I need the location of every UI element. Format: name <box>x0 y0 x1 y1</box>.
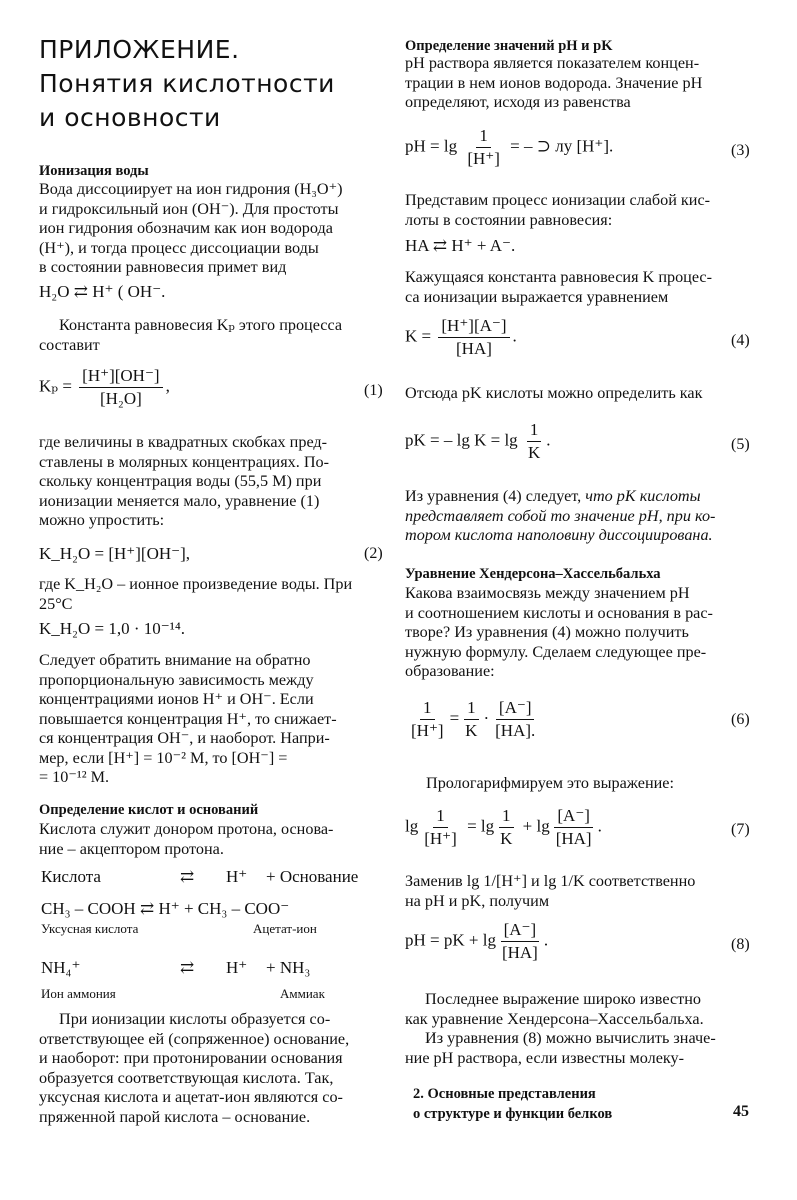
equation-4: K = $\frac{[H^+][A^-]}{[HA]}$ . <box>405 316 517 358</box>
equation-3-rhs: = – ⊃ лу [H⁺]. <box>510 136 614 156</box>
label-ammonia: Аммиак <box>280 986 325 1001</box>
equation-2: K_H₂O = [H⁺][OH⁻], <box>39 544 191 563</box>
scheme-arrow: ⇄ <box>180 867 195 886</box>
equation-1-fraction <box>79 366 162 409</box>
paragraph-apparent-constant <box>405 268 712 307</box>
scheme-arrow-2: ⇄ <box>180 958 195 977</box>
text-span: Из уравнения (4) следует, <box>405 487 582 505</box>
equation-5-denominator: K <box>527 443 541 462</box>
running-footer <box>413 1084 612 1124</box>
equation-3-numerator: 1 <box>476 126 491 148</box>
text-line: Последнее выражение широко известно <box>425 990 701 1008</box>
equation-7-denominator-1: [H⁺] <box>424 829 457 848</box>
scheme-proton-2: H⁺ <box>226 958 248 977</box>
equation-5: pK = – lg K = lg $\frac{1}{K}$ . <box>405 420 551 462</box>
equation-7-numerator-1: 1 <box>433 806 448 828</box>
text-line: Представим процесс ионизации слабой кис- <box>405 191 711 209</box>
text-line: 25°C <box>39 594 73 613</box>
text-line: Из уравнения (8) можно вычислить значе- <box>425 1029 716 1047</box>
scheme-base: + Основание <box>266 867 359 886</box>
paragraph-ionic-product <box>39 575 352 614</box>
label-acetate-ion: Ацетат-ион <box>253 921 317 936</box>
text-line: и гидроксильный ион (OH⁻). Для простоты <box>39 199 339 218</box>
scheme-proton: H⁺ <box>226 867 248 886</box>
equation-3-number: (3) <box>731 142 750 159</box>
text-line: на pH и pK, получим <box>405 891 550 910</box>
text-line: где величины в квадратных скобках пред- <box>39 433 328 451</box>
text-line: ние pH раствора, если известны молеку- <box>405 1048 685 1067</box>
label-ammonium-ion: Ион аммония <box>41 986 116 1001</box>
equation-6-denominator-1: [H⁺] <box>411 721 444 740</box>
equation-acetic-acid: CH₃ – COOH ⇄ H⁺ + CH₃ – COO⁻ <box>41 899 290 918</box>
text-line: скольку концентрация воды (55,5 M) при <box>39 472 322 490</box>
text-line: Константа равновесия Kₚ этого процесса <box>59 316 343 334</box>
paragraph-inverse <box>39 651 337 788</box>
text-line: где K_H₂O – ионное произведение воды. При <box>39 575 353 593</box>
equation-8: pH = pK + lg $\frac{[A^-]}{[HA]}$ . <box>405 920 549 962</box>
equation-7: lg $\frac{1}{[H^+]}$ = lg $\frac{1}{K}$ + lg $\frac{[A^-]}{[HA]}$ . <box>405 806 602 848</box>
heading-henderson-hasselbalch: Уравнение Хендерсона–Хассельбальха <box>405 566 661 582</box>
page-title <box>39 33 335 135</box>
paragraph-logarithm: Прологарифмируем это выражение: <box>426 774 674 792</box>
equation-6-numerator-1: 1 <box>420 698 435 720</box>
equation-7-numerator-2: 1 <box>499 806 514 828</box>
equation-kw-value: K_H₂O = 1,0 · 10⁻¹⁴. <box>39 619 186 638</box>
text-line: Какова взаимосвязь между значением pH <box>405 584 690 602</box>
equation-7-denominator-2: K <box>500 829 513 848</box>
text-line: лоты в состоянии равновесия: <box>405 210 613 229</box>
equation-3-lhs: pH = lg <box>405 136 458 156</box>
equation-5-numerator: 1 <box>527 420 542 442</box>
equation-7-fraction-2 <box>497 806 515 849</box>
text-line: ние – акцептором протона. <box>39 839 224 858</box>
equation-ha: HA ⇄ H⁺ + A⁻. <box>405 236 516 255</box>
equation-4-denominator: [HA] <box>456 339 492 358</box>
equation-6-numerator-2: 1 <box>464 698 479 720</box>
text-line <box>405 487 715 507</box>
text-line: можно упростить: <box>39 511 165 529</box>
text-line: ответствующее ей (сопряженное) основание, <box>39 1029 350 1048</box>
text-line: творе? Из уравнения (4) можно получить <box>405 623 689 641</box>
paragraph-equilibrium-constant <box>39 316 342 355</box>
text-line: определяют, исходя из равенства <box>405 93 631 111</box>
equation-6-denominator-3: [HA]. <box>495 721 536 740</box>
equation-8-numerator: [A⁻] <box>501 920 540 942</box>
equation-6-fraction-3 <box>492 698 538 741</box>
equation-1-number: (1) <box>364 382 383 399</box>
equation-8-number: (8) <box>731 936 750 953</box>
equation-1-denominator: [H₂O] <box>99 389 142 408</box>
text-line: Следует обратить внимание на обратно <box>39 651 311 669</box>
text-line: ионизации меняется мало, уравнение (1) <box>39 491 320 510</box>
equation-1-numerator: [H⁺][OH⁻] <box>79 366 162 388</box>
equation-water-dissociation: H₂O ⇄ H⁺ ( OH⁻. <box>39 282 166 301</box>
equation-4-fraction <box>438 316 509 359</box>
equation-8-fraction <box>499 920 541 963</box>
text-line: образование: <box>405 662 495 680</box>
equation-5-lhs: pK = – lg K = lg <box>405 430 518 450</box>
title-line-3: и основности <box>39 103 221 132</box>
text-line: мер, если [H⁺] = 10⁻² M, то [OH⁻] = <box>39 748 288 767</box>
equation-1: Kₚ = $\frac{[H^+][OH^-]}{\text{[H₂O]}}$ , <box>39 366 170 408</box>
equation-3-denominator: [H⁺] <box>467 149 500 168</box>
equation-6-denominator-2: K <box>465 721 478 740</box>
equation-4-numerator: [H⁺][A⁻] <box>438 316 509 338</box>
label-acetic-acid: Уксусная кислота <box>41 921 139 936</box>
scheme-ammonia: + NH₃ <box>266 958 311 977</box>
equation-5-fraction <box>525 420 543 463</box>
footer-line: о структуре и функции белков <box>413 1106 613 1122</box>
title-line-1: ПРИЛОЖЕНИЕ. <box>39 35 240 64</box>
text-line: Кажущаяся константа равновесия K процес- <box>405 268 712 286</box>
equation-7-fraction-3 <box>553 806 595 849</box>
text-line: Кислота служит донором протона, основа- <box>39 820 334 838</box>
text-line: нужную формулу. Сделаем следующее пре- <box>405 642 707 661</box>
scheme-acid: Кислота <box>41 867 101 886</box>
paragraph-acid-definition <box>39 820 333 859</box>
equation-2-number: (2) <box>364 545 383 562</box>
paragraph-relationship <box>405 584 713 682</box>
paragraph-molar <box>39 433 329 531</box>
text-line: ион гидрония обозначим как ион водорода <box>39 219 333 237</box>
text-line: Заменив lg 1/[H⁺] и lg 1/K соответственно <box>405 872 696 890</box>
paragraph-pk-meaning <box>405 487 715 546</box>
equation-6-fraction-2 <box>462 698 480 741</box>
equation-4-lhs: K = <box>405 326 432 346</box>
scheme-ammonium: NH₄⁺ <box>41 958 81 977</box>
equation-4-number: (4) <box>731 332 750 349</box>
equation-8-lhs: pH = pK + lg <box>405 930 496 950</box>
paragraph-pk: Отсюда pK кислоты можно определить как <box>405 384 703 402</box>
text-line: pH раствора является показателем концен- <box>405 54 700 72</box>
title-line-2: Понятия кислотности <box>39 69 335 98</box>
equation-6-number: (6) <box>731 711 750 728</box>
text-line: ся концентрация OH⁻, и наоборот. Напри- <box>39 729 330 747</box>
text-line: трации в нем ионов водорода. Значение pH <box>405 73 703 92</box>
footer-line: 2. Основные представления <box>413 1086 596 1102</box>
text-line: составит <box>39 335 100 354</box>
text-line: и соотношением кислоты и основания в рас- <box>405 603 713 622</box>
text-line: в состоянии равновесия примет вид <box>39 258 287 276</box>
equation-5-number: (5) <box>731 436 750 453</box>
page-number: 45 <box>733 1103 749 1120</box>
equation-7-numerator-3: [A⁻] <box>554 806 593 828</box>
equation-3-fraction <box>464 126 503 169</box>
paragraph-known <box>405 990 716 1068</box>
text-line: представляет собой то значение pH, при ко- <box>405 506 716 525</box>
equation-7-denominator-3: [HA] <box>555 829 592 848</box>
paragraph-ph <box>405 54 702 113</box>
text-line: Вода диссоциирует на ион гидрония (H₃O⁺) <box>39 180 343 198</box>
equation-7-fraction-1 <box>421 806 460 849</box>
text-line: = 10⁻¹² M. <box>39 768 110 786</box>
text-line: са ионизации выражается уравнением <box>405 287 669 306</box>
text-line: пропорциональную зависимость между <box>39 670 314 689</box>
equation-6-fraction-1 <box>408 698 447 741</box>
paragraph-ionization <box>39 180 343 278</box>
text-line: и наоборот: при протонировании основания <box>39 1049 343 1067</box>
heading-ionization: Ионизация воды <box>39 163 149 179</box>
equation-6-numerator-3: [A⁻] <box>496 698 535 720</box>
text-line: При ионизации кислоты образуется со- <box>59 1010 331 1028</box>
paragraph-substitute <box>405 872 695 911</box>
equation-8-denominator: [HA] <box>501 943 538 962</box>
paragraph-conjugate <box>39 1010 349 1127</box>
equation-1-lhs: Kₚ = <box>39 376 72 396</box>
heading-ph: Определение значений pH и pK <box>405 38 613 54</box>
heading-acids-bases: Определение кислот и оснований <box>39 802 259 818</box>
text-line: (H⁺), и тогда процесс диссоциации воды <box>39 238 319 257</box>
text-line: образуется соответствующая кислота. Так, <box>39 1068 334 1087</box>
text-line: как уравнение Хендерсона–Хассельбальха. <box>405 1009 704 1028</box>
italic-span: что pK кислоты <box>585 487 701 505</box>
paragraph-weak-acid <box>405 191 710 230</box>
equation-6: $\frac{1}{[H^+]}$ = $\frac{1}{K}$ · $\frac{[A^-]}{[HA].}$ <box>405 698 541 741</box>
text-line: уксусная кислота и ацетат-ион являются со- <box>39 1088 343 1106</box>
text-line: концентрациями ионов H⁺ и OH⁻. Если <box>39 690 314 708</box>
text-line: повышается концентрация H⁺, то снижает- <box>39 709 337 728</box>
text-line: ставлены в молярных концентрациях. По- <box>39 452 330 471</box>
equation-7-number: (7) <box>731 821 750 838</box>
equation-3 <box>405 126 613 169</box>
text-line: пряженной парой кислота – основание. <box>39 1107 311 1126</box>
text-line: тором кислота наполовину диссоциирована. <box>405 526 713 544</box>
